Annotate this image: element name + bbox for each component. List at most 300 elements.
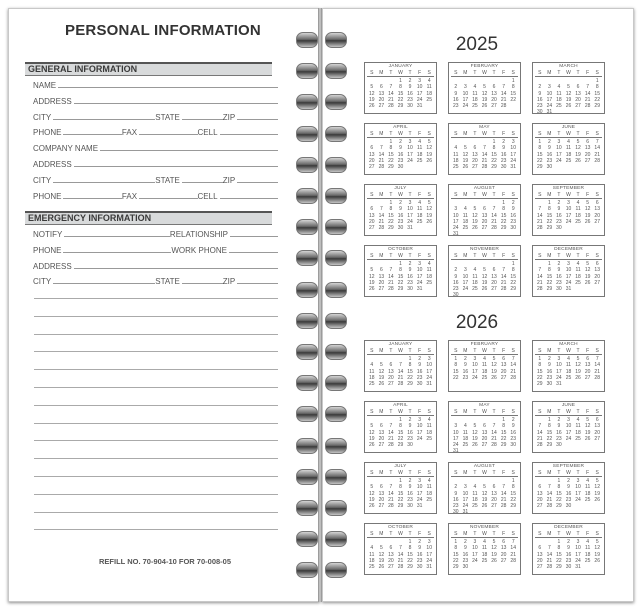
- phone-field[interactable]: [63, 251, 171, 253]
- day-cell: 23: [556, 279, 562, 286]
- day-cell: 27: [491, 286, 497, 293]
- day-cell: 10: [510, 145, 516, 152]
- day-grid: [367, 139, 434, 170]
- day-cell: 24: [510, 157, 516, 164]
- day-cell: 27: [378, 286, 385, 293]
- day-cell: 12: [584, 267, 591, 274]
- field-label: CITY: [33, 277, 52, 287]
- day-cell: 28: [397, 381, 404, 388]
- day-cell: 19: [481, 96, 488, 103]
- day-cell: 17: [416, 273, 423, 280]
- ring-icon: [296, 219, 346, 235]
- note-line[interactable]: [34, 529, 278, 530]
- day-cell: 12: [491, 545, 497, 552]
- day-cell: 22: [397, 435, 404, 442]
- day-cell: 23: [416, 557, 423, 564]
- day-cell: 13: [594, 267, 600, 274]
- city-field[interactable]: [53, 282, 155, 284]
- day-grid: [535, 261, 602, 292]
- day-cell: 3: [418, 478, 422, 485]
- year-heading: 2026: [455, 312, 499, 333]
- day-cell: 17: [575, 551, 581, 558]
- day-cell: 21: [510, 368, 516, 375]
- day-cell: 14: [500, 273, 507, 280]
- month-name: JULY: [394, 464, 407, 469]
- note-line[interactable]: [34, 405, 278, 406]
- weekday-header: S M T W T F S: [535, 531, 602, 538]
- day-cell: 1: [547, 417, 551, 424]
- month-name: SEPTEMBER: [552, 464, 585, 469]
- day-cell: 23: [416, 374, 423, 381]
- day-cell: 21: [388, 96, 394, 103]
- day-cell: 29: [500, 225, 507, 232]
- day-cell: 5: [463, 145, 467, 152]
- zip-field[interactable]: [237, 118, 278, 120]
- day-cell: 28: [481, 164, 488, 171]
- day-cell: 27: [369, 164, 375, 171]
- address-field[interactable]: [74, 102, 278, 104]
- day-cell: 5: [370, 484, 374, 491]
- day-cell: 30: [510, 442, 516, 449]
- day-cell: 26: [481, 103, 488, 110]
- phone-field[interactable]: [63, 133, 121, 135]
- day-cell: 23: [510, 218, 516, 225]
- address-field[interactable]: [74, 165, 278, 167]
- day-cell: 12: [472, 429, 478, 436]
- day-cell: 5: [595, 539, 599, 546]
- cell-field[interactable]: [220, 197, 278, 199]
- day-cell: 2: [454, 267, 458, 274]
- day-cell: 18: [369, 557, 375, 564]
- month-calendar-february: [448, 340, 521, 392]
- day-grid: [451, 139, 518, 170]
- note-line[interactable]: [34, 351, 278, 352]
- day-cell: 26: [369, 442, 375, 449]
- day-cell: 17: [472, 368, 478, 375]
- day-cell: 15: [491, 151, 497, 158]
- day-cell: 19: [472, 435, 478, 442]
- day-cell: 23: [407, 496, 413, 503]
- month-calendar-june: [532, 123, 605, 175]
- day-cell: 1: [502, 200, 506, 207]
- weekday-header: S M T W T F S: [535, 70, 602, 77]
- day-cell: 5: [576, 139, 580, 146]
- day-cell: 15: [500, 212, 507, 219]
- month-calendar-october: [364, 245, 437, 297]
- day-cell: 12: [378, 551, 385, 558]
- day-cell: 23: [462, 557, 469, 564]
- day-cell: 9: [454, 90, 458, 97]
- day-cell: 8: [557, 484, 561, 491]
- day-cell: 24: [462, 503, 469, 510]
- day-cell: 19: [369, 96, 375, 103]
- relationship-field[interactable]: [230, 235, 278, 237]
- month-calendar-february: [448, 62, 521, 114]
- day-cell: 20: [388, 374, 394, 381]
- day-cell: 22: [388, 218, 394, 225]
- day-cell: 27: [481, 225, 488, 232]
- day-cell: 27: [594, 279, 600, 286]
- day-cell: 29: [388, 225, 394, 232]
- day-cell: 8: [389, 145, 393, 152]
- day-cell: 5: [427, 200, 431, 207]
- day-cell: 29: [510, 503, 516, 510]
- day-cell: 14: [537, 212, 543, 219]
- day-cell: 19: [481, 496, 488, 503]
- fax-field[interactable]: [139, 197, 197, 199]
- day-cell: 14: [388, 273, 394, 280]
- note-line[interactable]: [34, 316, 278, 317]
- month-calendar-january: [364, 62, 437, 114]
- day-cell: 29: [397, 103, 404, 110]
- day-cell: 2: [511, 417, 515, 424]
- day-cell: 22: [453, 557, 459, 564]
- day-cell: 16: [546, 151, 553, 158]
- address-field[interactable]: [74, 267, 278, 269]
- day-cell: 17: [462, 279, 469, 286]
- day-cell: 17: [407, 212, 413, 219]
- day-cell: 18: [575, 212, 581, 219]
- state-field[interactable]: [182, 282, 223, 284]
- day-cell: 8: [511, 84, 515, 91]
- day-cell: 21: [388, 435, 394, 442]
- day-cell: 27: [378, 103, 385, 110]
- note-line[interactable]: [34, 298, 278, 299]
- day-cell: 28: [537, 286, 543, 293]
- day-cell: 27: [472, 164, 478, 171]
- day-grid: [535, 478, 602, 509]
- day-cell: 24: [472, 374, 478, 381]
- city-field[interactable]: [53, 181, 155, 183]
- notify-field[interactable]: [64, 235, 170, 237]
- work-phone-field[interactable]: [229, 251, 278, 253]
- field-label: STATE: [155, 277, 180, 287]
- day-grid: [367, 78, 434, 109]
- day-cell: 22: [500, 435, 507, 442]
- day-grid: [535, 356, 602, 387]
- day-cell: 17: [453, 435, 459, 442]
- day-cell: 29: [397, 286, 404, 293]
- day-cell: 30: [556, 286, 562, 293]
- day-cell: 3: [511, 139, 515, 146]
- day-cell: 31: [510, 164, 516, 171]
- year-heading: 2025: [455, 34, 499, 55]
- zip-field[interactable]: [237, 181, 278, 183]
- day-cell: 26: [369, 286, 375, 293]
- day-cell: 6: [370, 145, 374, 152]
- day-cell: 8: [399, 484, 402, 491]
- field-label: ADDRESS: [33, 160, 72, 169]
- day-cell: 6: [586, 139, 590, 146]
- day-cell: 9: [547, 145, 551, 152]
- day-cell: 18: [575, 273, 581, 280]
- day-cell: 10: [426, 545, 432, 552]
- note-line[interactable]: [34, 512, 278, 513]
- day-cell: 9: [567, 484, 570, 491]
- day-cell: 25: [426, 496, 432, 503]
- day-cell: 19: [481, 279, 488, 286]
- day-cell: 17: [426, 368, 432, 375]
- day-cell: 11: [426, 484, 432, 491]
- day-cell: 12: [481, 273, 488, 280]
- day-cell: 30: [453, 509, 459, 516]
- day-cell: 26: [491, 557, 497, 564]
- day-cell: 15: [510, 273, 516, 280]
- day-cell: 30: [565, 564, 572, 571]
- field-label: CELL: [197, 128, 218, 138]
- day-cell: 16: [453, 496, 459, 503]
- day-cell: 12: [369, 490, 375, 497]
- ring-icon: [296, 375, 346, 391]
- day-cell: 29: [407, 564, 413, 571]
- month-name: JANUARY: [388, 64, 413, 69]
- day-cell: 15: [510, 90, 516, 97]
- day-grid: [451, 417, 518, 454]
- day-cell: 15: [388, 151, 394, 158]
- month-calendar-december: [532, 245, 605, 297]
- day-cell: 2: [418, 356, 422, 363]
- day-cell: 7: [595, 356, 599, 363]
- day-cell: 28: [500, 503, 507, 510]
- refill-number: REFILL NO. 70-904-10 FOR 70-008-05: [99, 557, 231, 566]
- month-name: DECEMBER: [554, 525, 583, 530]
- day-cell: 22: [546, 218, 553, 225]
- day-cell: 13: [481, 429, 488, 436]
- form-row: [33, 110, 278, 122]
- day-cell: 5: [427, 139, 431, 146]
- day-cell: 1: [595, 78, 599, 85]
- day-grid: [367, 478, 434, 509]
- day-cell: 15: [537, 151, 543, 158]
- day-cell: 25: [462, 225, 469, 232]
- day-cell: 1: [454, 356, 458, 363]
- day-cell: 4: [370, 545, 374, 552]
- day-cell: 13: [378, 429, 385, 436]
- day-cell: 21: [397, 557, 404, 564]
- day-cell: 3: [576, 539, 580, 546]
- day-cell: 6: [492, 484, 496, 491]
- day-cell: 26: [472, 225, 478, 232]
- ring-icon: [296, 469, 346, 485]
- day-cell: 1: [389, 139, 393, 146]
- day-cell: 24: [453, 225, 459, 232]
- weekday-header: S M T W T F S: [367, 253, 434, 260]
- day-cell: 24: [453, 442, 459, 449]
- note-line[interactable]: [34, 476, 278, 477]
- day-cell: 24: [546, 103, 553, 110]
- day-cell: 4: [418, 139, 422, 146]
- day-cell: 15: [556, 490, 562, 497]
- form-row: [33, 173, 278, 185]
- day-cell: 30: [407, 103, 413, 110]
- fax-field[interactable]: [139, 133, 197, 135]
- day-cell: 26: [481, 503, 488, 510]
- note-line[interactable]: [34, 369, 278, 370]
- day-cell: 8: [538, 362, 542, 369]
- day-cell: 2: [454, 484, 458, 491]
- note-line[interactable]: [34, 334, 278, 335]
- day-cell: 22: [397, 96, 404, 103]
- day-cell: 5: [576, 356, 580, 363]
- day-cell: 19: [575, 151, 581, 158]
- day-cell: 21: [510, 551, 516, 558]
- day-cell: 16: [453, 279, 459, 286]
- day-cell: 7: [379, 206, 383, 213]
- day-cell: 7: [492, 423, 496, 430]
- zip-field[interactable]: [237, 282, 278, 284]
- phone-field[interactable]: [63, 197, 121, 199]
- day-cell: 21: [388, 496, 394, 503]
- day-cell: 11: [426, 267, 432, 274]
- city-field[interactable]: [53, 118, 155, 120]
- day-cell: 26: [575, 374, 581, 381]
- day-cell: 13: [491, 273, 497, 280]
- day-cell: 7: [511, 539, 515, 546]
- ring-icon: [296, 406, 346, 422]
- day-cell: 4: [454, 145, 458, 152]
- day-cell: 22: [556, 496, 562, 503]
- day-cell: 11: [481, 545, 488, 552]
- weekday-header: S M T W T F S: [451, 470, 518, 477]
- day-cell: 11: [472, 273, 478, 280]
- company-name-field[interactable]: [100, 149, 278, 151]
- day-cell: 1: [389, 200, 393, 207]
- month-name: DECEMBER: [554, 247, 583, 252]
- day-cell: 15: [388, 212, 394, 219]
- day-cell: 26: [491, 374, 497, 381]
- day-cell: 21: [537, 218, 543, 225]
- day-cell: 2: [547, 356, 551, 363]
- day-cell: 18: [472, 279, 478, 286]
- day-cell: 22: [537, 374, 543, 381]
- day-cell: 7: [399, 362, 402, 369]
- day-cell: 31: [416, 103, 423, 110]
- day-cell: 29: [537, 381, 543, 388]
- day-cell: 5: [483, 84, 486, 91]
- day-cell: 15: [453, 368, 459, 375]
- day-cell: 27: [491, 103, 497, 110]
- day-cell: 5: [586, 200, 590, 207]
- day-cell: 28: [500, 103, 507, 110]
- name-field[interactable]: [58, 86, 278, 88]
- day-cell: 13: [378, 90, 385, 97]
- day-cell: 16: [397, 212, 404, 219]
- note-line[interactable]: [34, 423, 278, 424]
- day-cell: 9: [557, 206, 561, 213]
- day-cell: 22: [510, 96, 516, 103]
- form-row: [33, 227, 278, 239]
- day-cell: 6: [370, 206, 374, 213]
- day-cell: 15: [397, 90, 404, 97]
- day-cell: 30: [416, 381, 423, 388]
- day-cell: 16: [565, 490, 572, 497]
- day-cell: 10: [556, 145, 562, 152]
- day-cell: 23: [510, 435, 516, 442]
- day-cell: 27: [378, 503, 385, 510]
- day-cell: 6: [389, 545, 393, 552]
- day-cell: 25: [481, 374, 488, 381]
- day-cell: 24: [565, 435, 572, 442]
- day-cell: 2: [567, 539, 570, 546]
- day-cell: 19: [575, 368, 581, 375]
- day-cell: 28: [546, 564, 553, 571]
- day-cell: 10: [416, 484, 423, 491]
- day-cell: 6: [379, 267, 383, 274]
- month-name: AUGUST: [473, 464, 496, 469]
- day-cell: 6: [483, 423, 486, 430]
- day-cell: 11: [417, 206, 423, 213]
- day-cell: 29: [388, 164, 394, 171]
- day-cell: 28: [397, 564, 404, 571]
- day-cell: 3: [418, 417, 422, 424]
- day-cell: 7: [538, 206, 542, 213]
- day-cell: 27: [594, 435, 600, 442]
- ring-icon: [296, 157, 346, 173]
- day-cell: 12: [369, 90, 375, 97]
- day-cell: 9: [547, 362, 551, 369]
- day-cell: 7: [595, 139, 599, 146]
- day-cell: 21: [378, 218, 385, 225]
- day-cell: 22: [594, 96, 600, 103]
- day-cell: 11: [585, 484, 591, 491]
- day-cell: 30: [397, 225, 404, 232]
- day-cell: 26: [575, 157, 581, 164]
- note-line[interactable]: [34, 387, 278, 388]
- day-cell: 13: [378, 490, 385, 497]
- day-cell: 15: [546, 429, 553, 436]
- day-cell: 21: [594, 151, 600, 158]
- day-cell: 5: [483, 267, 486, 274]
- day-cell: 28: [378, 164, 385, 171]
- state-field[interactable]: [182, 181, 223, 183]
- day-cell: 4: [473, 484, 477, 491]
- cell-field[interactable]: [220, 133, 278, 135]
- day-cell: 25: [369, 564, 375, 571]
- day-cell: 28: [510, 557, 516, 564]
- note-line[interactable]: [34, 440, 278, 441]
- day-cell: 29: [397, 442, 404, 449]
- day-cell: 29: [556, 564, 562, 571]
- day-cell: 29: [537, 164, 543, 171]
- field-label: CITY: [33, 175, 52, 185]
- day-cell: 4: [427, 417, 431, 424]
- state-field[interactable]: [182, 118, 223, 120]
- day-cell: 21: [537, 435, 543, 442]
- day-cell: 24: [462, 286, 469, 293]
- day-cell: 13: [594, 423, 600, 430]
- month-name: FEBRUARY: [470, 64, 499, 69]
- month-name: OCTOBER: [387, 247, 414, 252]
- day-cell: 21: [500, 496, 507, 503]
- day-cell: 28: [388, 442, 394, 449]
- day-cell: 2: [408, 78, 412, 85]
- day-cell: 12: [584, 423, 591, 430]
- day-cell: 24: [416, 496, 423, 503]
- day-cell: 18: [462, 218, 469, 225]
- day-cell: 3: [418, 261, 422, 268]
- day-cell: 3: [463, 267, 467, 274]
- day-cell: 4: [473, 267, 477, 274]
- day-cell: 10: [416, 267, 423, 274]
- day-cell: 20: [378, 279, 385, 286]
- month-calendar-november: [448, 523, 521, 575]
- note-line[interactable]: [34, 494, 278, 495]
- day-cell: 1: [408, 539, 412, 546]
- note-line[interactable]: [34, 458, 278, 459]
- day-cell: 21: [500, 96, 507, 103]
- day-cell: 16: [500, 151, 507, 158]
- day-cell: 13: [369, 212, 375, 219]
